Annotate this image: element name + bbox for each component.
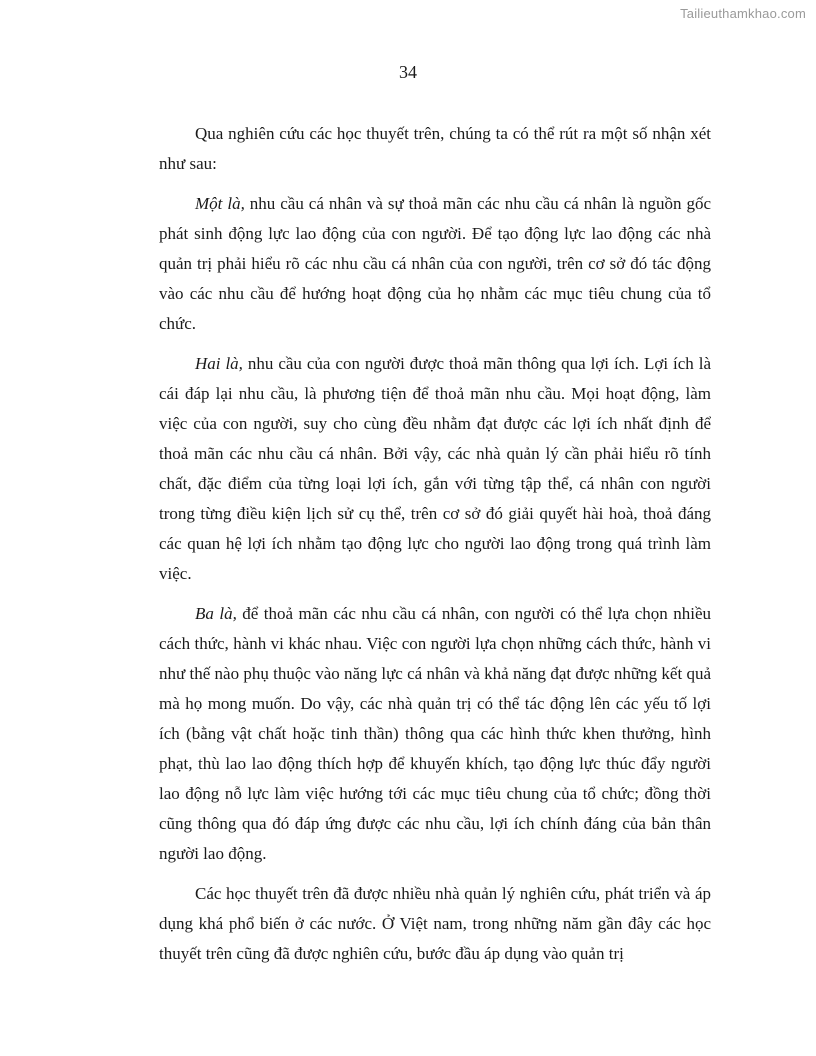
document-body <box>159 119 711 979</box>
watermark: Tailieuthamkhao.com <box>680 6 806 21</box>
paragraph-text: để thoả mãn các nhu cầu cá nhân, con người có thể lựa chọn nhiều cách thức, hành vi khác nhau. Việc con người lựa chọn những cách thức, hành vi như thế nào phụ thuộc vào năng lực cá nhân và khả năng đạt được những kết quả mà họ mong muốn. Do vậy, các nhà quản trị có thể tác động lên các yếu tố lợi ích (bằng vật chất hoặc tinh thần) thông qua các hình thức khen thưởng, hình phạt, thù lao lao động thích hợp để khuyến khích, tạo động lực thúc đẩy người lao động nỗ lực làm việc hướng tới các mục tiêu chung của tổ chức; đồng thời cũng thông qua đó đáp ứng được các nhu cầu, lợi ích chính đáng của bản thân người lao động. <box>159 604 712 863</box>
page-number: 34 <box>399 62 417 82</box>
paragraph-text: nhu cầu cá nhân và sự thoả mãn các nhu cầu cá nhân là nguồn gốc phát sinh động lực lao động của con người. Để tạo động lực lao động các nhà quản trị phải hiểu rõ các nhu cầu cá nhân của con người, trên cơ sở đó tác động vào các nhu cầu để hướng hoạt động của họ nhằm các mục tiêu chung của tổ chức. <box>159 194 711 333</box>
paragraph-point-two <box>159 349 711 589</box>
paragraph-lead: Một là, <box>195 194 245 213</box>
paragraph-lead: Hai là, <box>195 354 243 373</box>
paragraph-point-one <box>159 189 711 339</box>
paragraph-text: nhu cầu của con người được thoả mãn thông qua lợi ích. Lợi ích là cái đáp lại nhu cầu, là phương tiện để thoả mãn nhu cầu. Mọi hoạt động, làm việc của con người, suy cho cùng đều nhằm đạt được các lợi ích nhất định để thoả mãn các nhu cầu cá nhân. Bởi vậy, các nhà quản lý cần phải hiểu rõ tính chất, đặc điểm của từng loại lợi ích, gắn với từng tập thể, cá nhân con người trong từng điều kiện lịch sử cụ thể, trên cơ sở đó giải quyết hài hoà, thoả đáng các quan hệ lợi ích nhằm tạo động lực cho người lao động trong quá trình làm việc. <box>159 354 711 583</box>
paragraph-point-three <box>159 599 711 869</box>
paragraph-intro <box>159 119 711 179</box>
paragraph-text: Các học thuyết trên đã được nhiều nhà quản lý nghiên cứu, phát triển và áp dụng khá phổ biến ở các nước. Ở Việt nam, trong những năm gần đây các học thuyết trên cũng đã được nghiên cứu, bước đầu áp dụng vào quản trị <box>159 884 711 963</box>
paragraph-lead: Ba là, <box>195 604 237 623</box>
paragraph-text: Qua nghiên cứu các học thuyết trên, chúng ta có thể rút ra một số nhận xét như sau: <box>159 124 711 173</box>
paragraph-closing <box>159 879 711 969</box>
